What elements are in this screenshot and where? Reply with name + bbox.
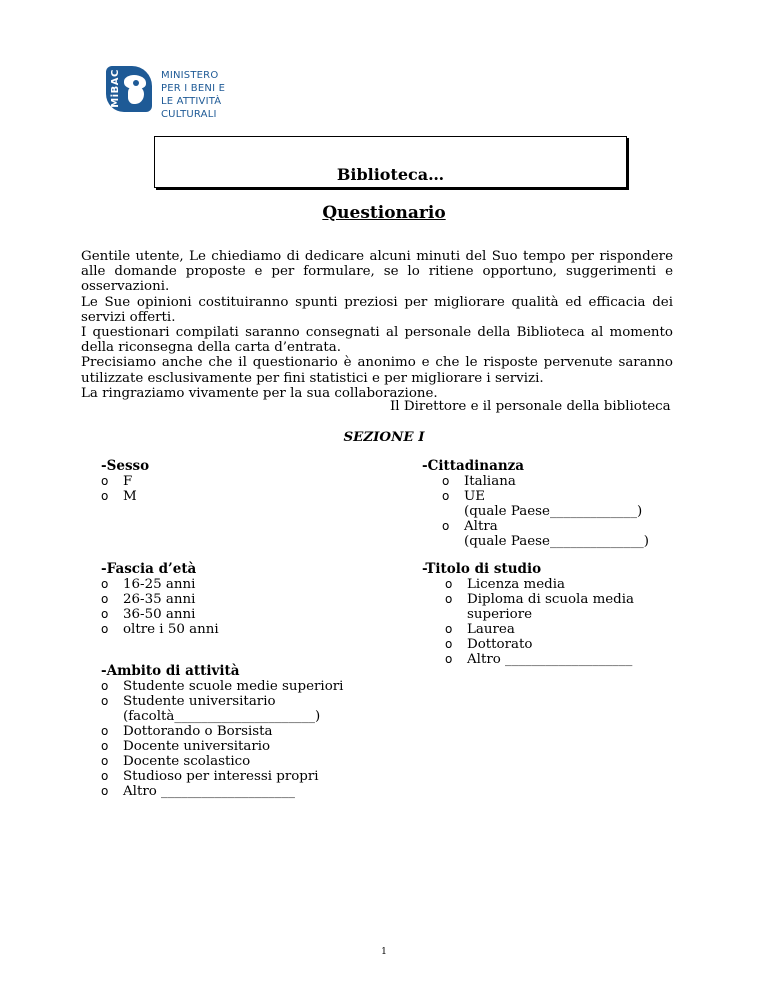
bullet-icon: o bbox=[442, 519, 450, 533]
page-title: Questionario bbox=[322, 203, 446, 223]
option-label: Altra bbox=[464, 519, 498, 534]
option-label: Studente scuole medie superiori bbox=[123, 679, 344, 694]
question-titolo-studio bbox=[422, 561, 634, 667]
logo-line: LE ATTIVITÀ bbox=[161, 96, 222, 107]
option-fill-line[interactable] bbox=[442, 504, 649, 519]
option-label: Laurea bbox=[467, 622, 515, 637]
signature: Il Direttore e il personale della biblioteca bbox=[390, 399, 671, 414]
option-label: M bbox=[123, 489, 137, 504]
option-label: superiore bbox=[467, 607, 533, 622]
question-ambito-attivita bbox=[101, 663, 343, 799]
library-title: Biblioteca… bbox=[336, 165, 445, 184]
option-checkbox[interactable] bbox=[445, 637, 634, 652]
question-label: -Ambito di attività bbox=[101, 663, 240, 679]
question-label: -Sesso bbox=[101, 458, 150, 474]
option-label: F bbox=[123, 474, 133, 489]
question-cittadinanza bbox=[422, 458, 649, 549]
library-title-box bbox=[154, 136, 627, 188]
option-checkbox[interactable] bbox=[101, 784, 343, 799]
option-checkbox[interactable] bbox=[442, 519, 649, 534]
bullet-icon: o bbox=[101, 694, 109, 708]
bullet-icon: o bbox=[101, 607, 109, 621]
bullet-icon: o bbox=[101, 724, 109, 738]
option-label: UE bbox=[464, 489, 486, 504]
option-label: Docente universitario bbox=[123, 739, 271, 754]
intro-paragraph: La ringraziamo vivamente per la sua collaborazione. bbox=[81, 385, 438, 401]
option-label: (quale Paese______________) bbox=[464, 534, 649, 549]
option-checkbox[interactable] bbox=[101, 474, 149, 489]
bullet-icon: o bbox=[101, 622, 109, 636]
option-label: Italiana bbox=[464, 474, 516, 489]
option-label: Diploma di scuola media bbox=[467, 592, 635, 607]
option-fill-line[interactable] bbox=[101, 709, 343, 724]
option-label: Studente universitario bbox=[123, 694, 276, 709]
bullet-icon: o bbox=[442, 474, 450, 488]
bullet-icon: o bbox=[445, 592, 453, 606]
bullet-icon: o bbox=[101, 474, 109, 488]
intro-paragraph: Le Sue opinioni costituiranno spunti preziosi per migliorare qualità ed efficacia dei servizi offerti. bbox=[81, 294, 673, 325]
option-checkbox[interactable] bbox=[445, 577, 634, 592]
bullet-icon: o bbox=[101, 577, 109, 591]
option-label: 16-25 anni bbox=[123, 577, 196, 592]
bullet-icon: o bbox=[101, 754, 109, 768]
option-label: 36-50 anni bbox=[123, 607, 196, 622]
option-label: (quale Paese_____________) bbox=[464, 504, 643, 519]
ministry-logo-text bbox=[161, 69, 225, 121]
option-checkbox[interactable] bbox=[442, 474, 649, 489]
option-checkbox[interactable] bbox=[101, 577, 219, 592]
option-checkbox[interactable] bbox=[101, 769, 343, 784]
bullet-icon: o bbox=[101, 679, 109, 693]
option-label: Altro ___________________ bbox=[467, 652, 633, 667]
option-label: Dottorando o Borsista bbox=[123, 724, 273, 739]
bullet-icon: o bbox=[101, 739, 109, 753]
option-checkbox[interactable] bbox=[101, 592, 219, 607]
bullet-icon: o bbox=[101, 489, 109, 503]
option-checkbox[interactable] bbox=[445, 622, 634, 637]
page-number: 1 bbox=[381, 947, 387, 957]
bullet-icon: o bbox=[445, 652, 453, 666]
question-label: -Titolo di studio bbox=[422, 561, 542, 577]
question-fascia-eta bbox=[101, 561, 219, 637]
logo-line: MINISTERO bbox=[161, 70, 219, 81]
option-checkbox[interactable] bbox=[445, 592, 634, 607]
option-label: Licenza media bbox=[467, 577, 565, 592]
intro-paragraph: I questionari compilati saranno consegnati al personale della Biblioteca al momento della riconsegna della carta d’entrata. bbox=[81, 325, 673, 356]
option-label: Dottorato bbox=[467, 637, 533, 652]
bullet-icon: o bbox=[101, 784, 109, 798]
logo-line: CULTURALI bbox=[161, 109, 217, 120]
intro-paragraph: Precisiamo anche che il questionario è anonimo e che le risposte pervenute saranno utilizzate esclusivamente per fini statistici e per migliorare i servizi. bbox=[81, 355, 673, 386]
option-checkbox[interactable] bbox=[101, 694, 343, 709]
logo-mark-text: MiBAC bbox=[109, 69, 121, 108]
bullet-icon: o bbox=[445, 637, 453, 651]
option-checkbox[interactable] bbox=[101, 739, 343, 754]
question-label: -Cittadinanza bbox=[422, 458, 525, 474]
bullet-icon: o bbox=[101, 592, 109, 606]
option-label: Altro ____________________ bbox=[123, 784, 295, 799]
option-label: 26-35 anni bbox=[123, 592, 196, 607]
intro-paragraph: Gentile utente, Le chiediamo di dedicare alcuni minuti del Suo tempo per rispondere alle domande proposte e per formulare, se lo ritiene opportuno, suggerimenti e osservazioni. bbox=[81, 249, 673, 295]
bullet-icon: o bbox=[442, 489, 450, 503]
option-checkbox[interactable] bbox=[101, 679, 343, 694]
section-title: SEZIONE I bbox=[343, 429, 425, 445]
option-checkbox[interactable] bbox=[101, 607, 219, 622]
option-checkbox[interactable] bbox=[101, 724, 343, 739]
option-label: Studioso per interessi propri bbox=[123, 769, 319, 784]
option-checkbox[interactable] bbox=[101, 489, 149, 504]
intro-text bbox=[81, 249, 673, 401]
bullet-icon: o bbox=[445, 577, 453, 591]
logo-line: PER I BENI E bbox=[161, 83, 226, 94]
option-checkbox[interactable] bbox=[101, 754, 343, 769]
option-checkbox[interactable] bbox=[101, 622, 219, 637]
question-label: -Fascia d’età bbox=[101, 561, 197, 577]
option-label: Docente scolastico bbox=[123, 754, 251, 769]
option-label: (facoltà_____________________) bbox=[123, 709, 321, 724]
ministry-logo-mark bbox=[106, 66, 152, 112]
option-continuation bbox=[445, 607, 634, 622]
question-sesso bbox=[101, 458, 149, 504]
option-fill-line[interactable] bbox=[442, 534, 649, 549]
option-checkbox[interactable] bbox=[445, 652, 634, 667]
bullet-icon: o bbox=[445, 622, 453, 636]
bullet-icon: o bbox=[101, 769, 109, 783]
option-checkbox[interactable] bbox=[442, 489, 649, 504]
option-label: oltre i 50 anni bbox=[123, 622, 219, 637]
